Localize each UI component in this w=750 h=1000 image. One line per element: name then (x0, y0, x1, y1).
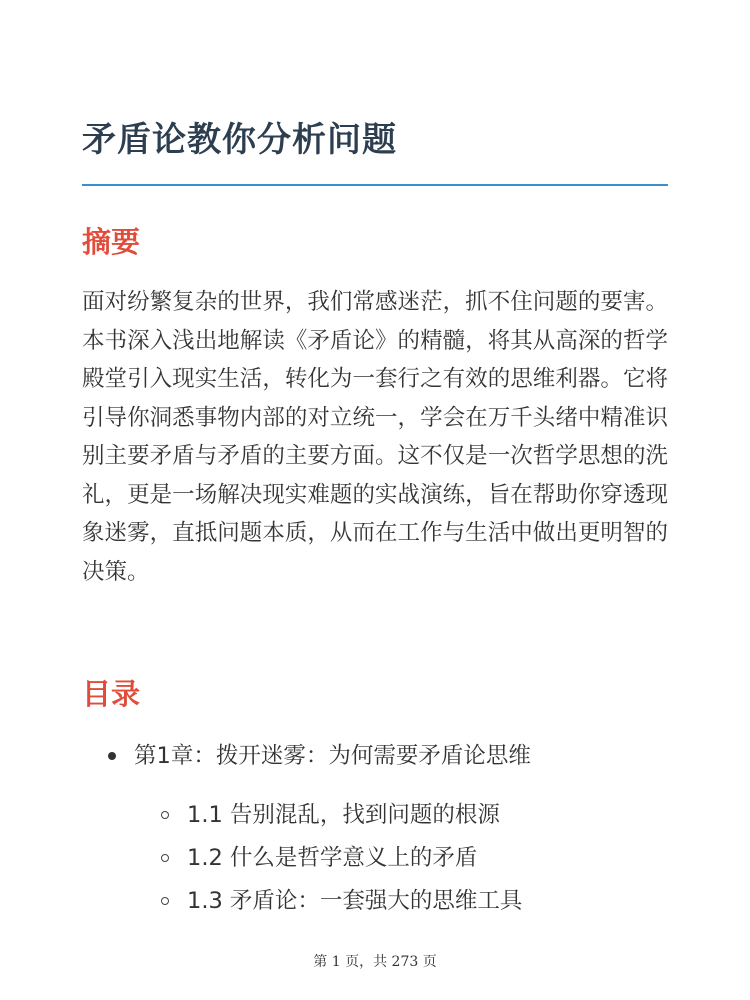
bullet-circle-icon (161, 897, 169, 905)
abstract-heading: 摘要 (82, 225, 141, 259)
toc-section-label: 1.3 矛盾论：一套强大的思维工具 (187, 888, 523, 914)
bullet-circle-icon (161, 811, 169, 819)
page-footer: 第 1 页，共 273 页 (313, 954, 437, 970)
toc-section-label: 1.1 告别混乱，找到问题的根源 (187, 802, 500, 828)
bullet-disc-icon (108, 752, 116, 760)
bullet-circle-icon (161, 854, 169, 862)
toc-heading: 目录 (82, 677, 141, 711)
toc-chapter-item[interactable] (108, 738, 531, 774)
toc-section-item[interactable] (161, 883, 522, 919)
toc-section-item[interactable] (161, 797, 500, 833)
abstract-body: 面对纷繁复杂的世界，我们常感迷茫，抓不住问题的要害。本书深入浅出地解读《矛盾论》的精髓，将其从高深的哲学殿堂引入现实生活，转化为一套行之有效的思维利器。它将引导你洞悉事物内部的对立统一，学会在万千头绪中精准识别主要矛盾与矛盾的主要方面。这不仅是一次哲学思想的洗礼，更是一场解决现实难题的实战演练，旨在帮助你穿透现象迷雾，直抵问题本质，从而在工作与生活中做出更明智的决策。 (82, 289, 668, 585)
document-title: 矛盾论教你分析问题 (82, 120, 397, 160)
title-divider (82, 184, 668, 186)
toc-chapter-label: 第1章：拨开迷雾：为何需要矛盾论思维 (134, 743, 531, 769)
toc-section-item[interactable] (161, 840, 477, 876)
toc-section-label: 1.2 什么是哲学意义上的矛盾 (187, 845, 478, 871)
